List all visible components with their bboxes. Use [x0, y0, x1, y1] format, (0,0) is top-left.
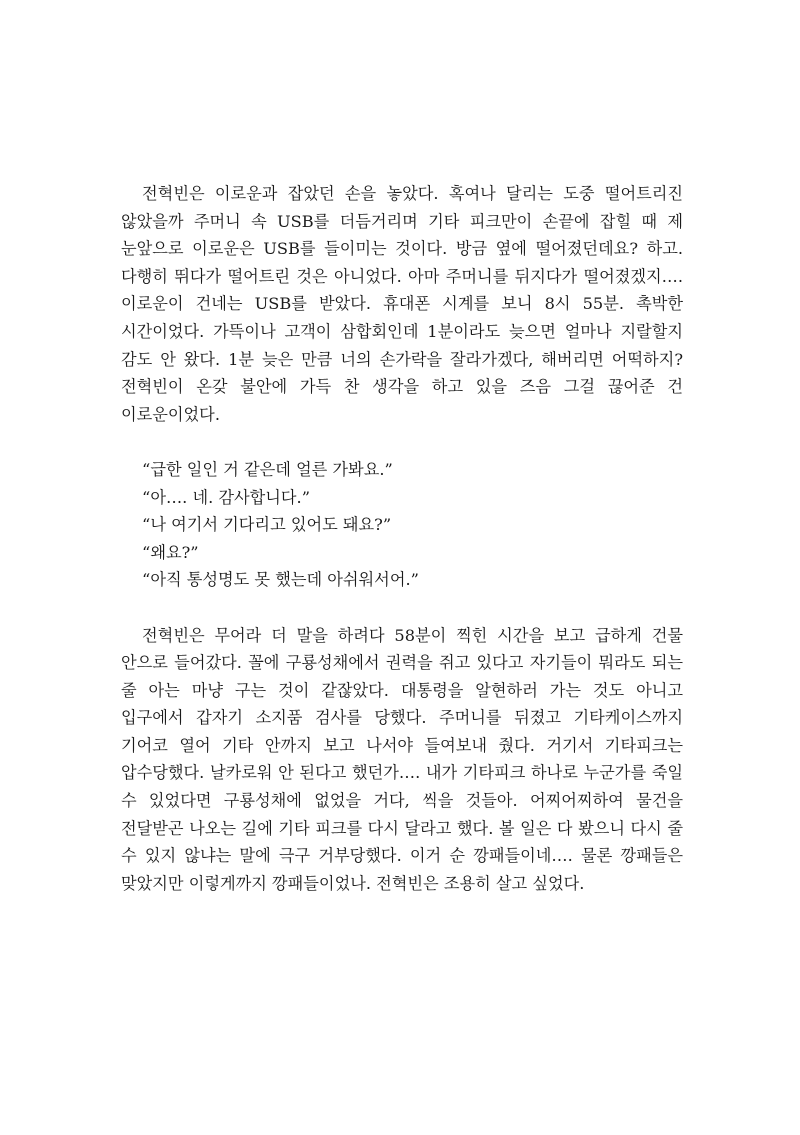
dialogue-line-3: “나 여기서 기다리고 있어도 돼요?” [142, 515, 392, 535]
paragraph-spacer [121, 594, 683, 622]
dialogue-line-4: “왜요?” [142, 542, 199, 562]
paragraph-1: 전혁빈은 이로운과 잡았던 손을 놓았다. 혹여나 달리는 도중 떨어트리진 않았을까 주머니 속 USB를 더듬거리며 기타 피크만이 손끝에 잡힐 때 제 눈앞으로 이로운은 USB를 들이미는 것이다. 방금 옆에 떨어졌던데요? 하고. 다행히 뛰다가 떨어트린 것은 아니었다. 아마 주머니를 뒤지다가 떨어졌겠지…. 이로운이 건네는 USB를 받았다. 휴대폰 시계를 보니 8시 55분. 촉박한 시간이었다. 가뜩이나 고객이 삼합회인데 1분이라도 늦으면 얼마나 지랄할지 감도 안 왔다. 1분 늦은 만큼 너의 손가락을 잘라가겠다, 해버리면 어떡하지? 전혁빈이 온갖 불안에 가득 찬 생각을 하고 있을 즈음 그걸 끊어준 건 이로운이었다. [121, 184, 683, 424]
story-text [121, 180, 683, 897]
dialogue-line-1: “급한 일인 거 같은데 얼른 가봐요.” [142, 459, 393, 479]
paragraph-spacer [121, 428, 683, 456]
paragraph-2: 전혁빈은 무어라 더 말을 하려다 58분이 찍힌 시간을 보고 급하게 건물 안으로 들어갔다. 꼴에 구룡성채에서 권력을 쥐고 있다고 자기들이 뭐라도 되는 줄 아는 마냥 구는 것이 같잖았다. 대통령을 알현하러 가는 것도 아니고 입구에서 갑자기 소지품 검사를 당했다. 주머니를 뒤졌고 기타케이스까지 기어코 열어 기타 안까지 보고 나서야 들여보내 줬다. 거기서 기타피크는 압수당했다. 날카로워 안 된다고 했던가…. 내가 기타피크 하나로 누군가를 죽일 수 있었다면 구룡성채에 없었을 거다, 씩을 것들아. 어찌어찌하여 물건을 전달받곤 나오는 길에 기타 피크를 다시 달라고 했다. 볼 일은 다 봤으니 다시 줄 수 있지 않냐는 말에 극구 거부당했다. 이거 순 깡패들이네…. 물론 깡패들은 맞았지만 이렇게까지 깡패들이었나. 전혁빈은 조용히 살고 싶었다. [121, 625, 683, 893]
dialogue-line-2: “아…. 네. 감사합니다.” [142, 487, 310, 507]
dialogue-line-5: “아직 통성명도 못 했는데 아쉬워서어.” [142, 570, 419, 590]
